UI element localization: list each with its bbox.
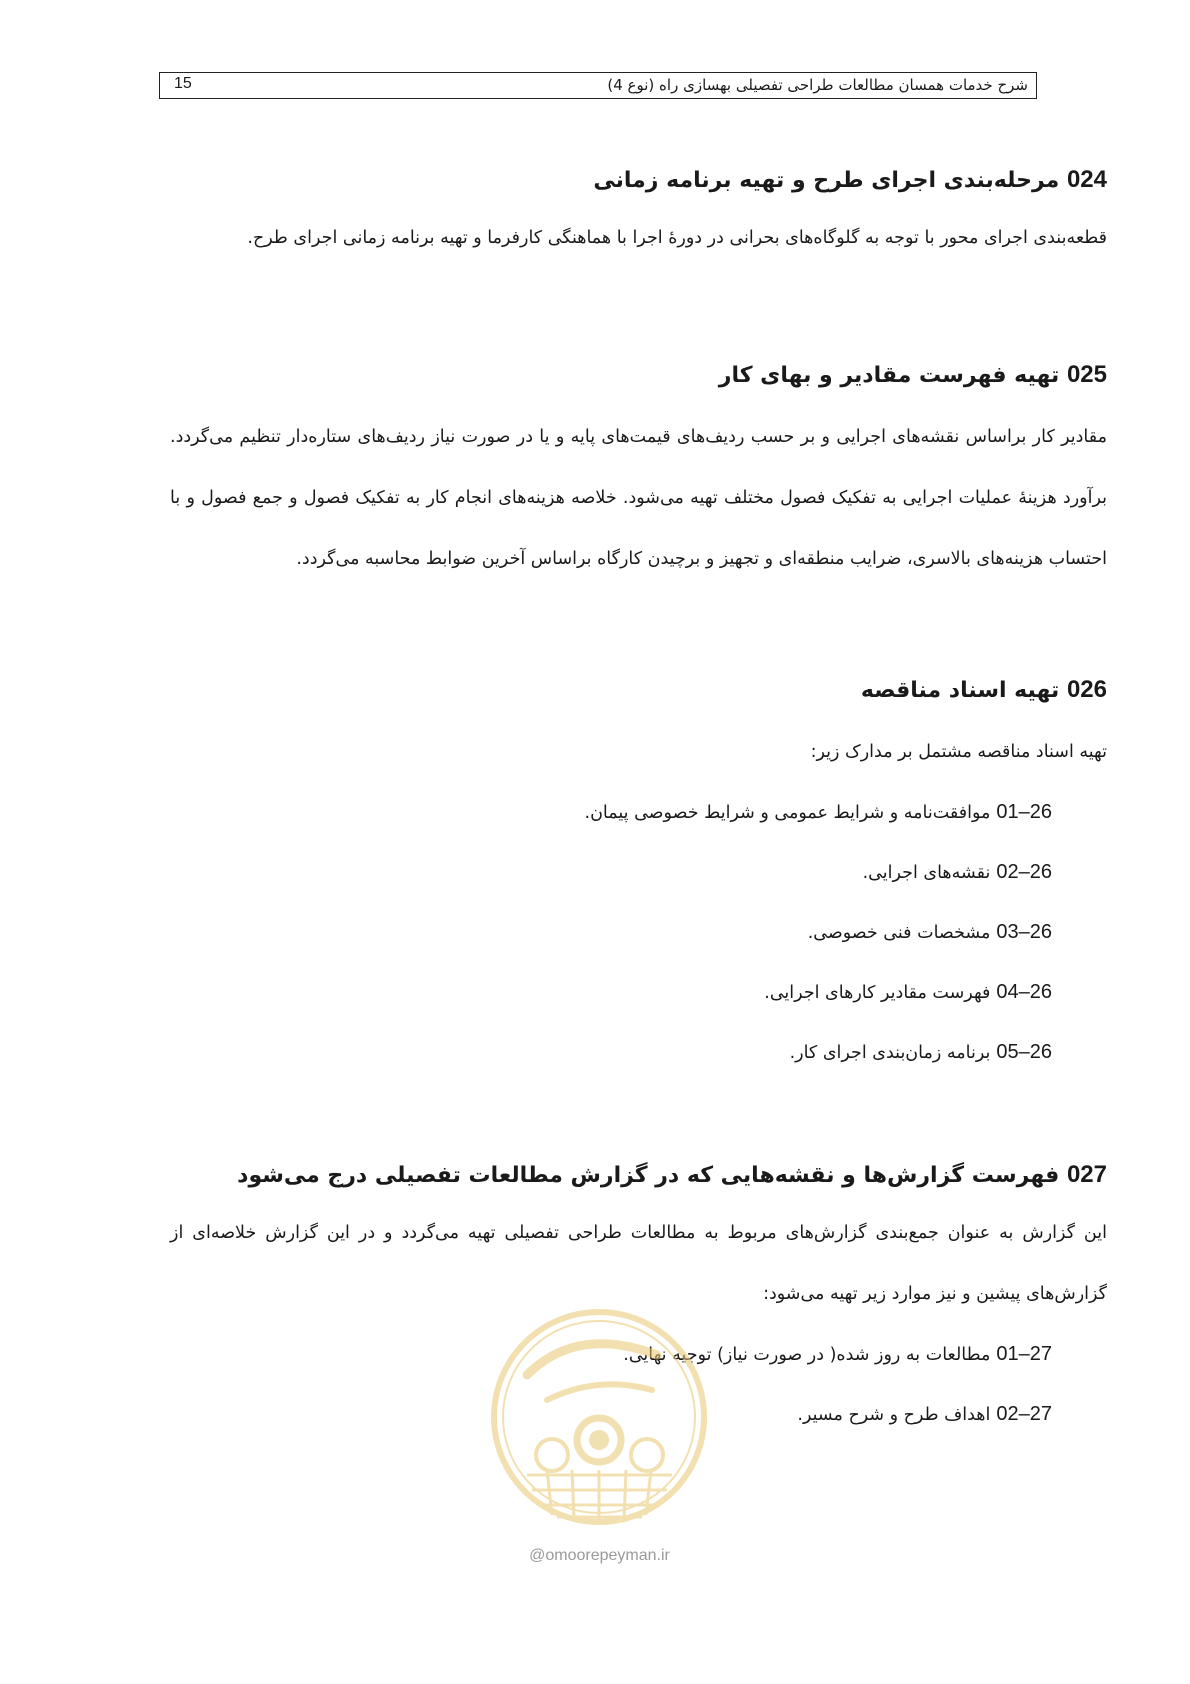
page-header xyxy=(159,72,1037,99)
section-number: 026 xyxy=(1066,676,1107,703)
section-heading xyxy=(170,1155,1107,1195)
section-027 xyxy=(170,1155,1107,1445)
tender-documents-list xyxy=(170,783,1107,1083)
section-title: تهیه فهرست مقادیر و بهای کار xyxy=(718,363,1060,388)
item-code: 26–01 xyxy=(996,801,1052,823)
item-code: 27–01 xyxy=(996,1343,1052,1365)
section-number: 025 xyxy=(1066,361,1107,388)
section-title: مرحله‌بندی اجرای طرح و تهیه برنامه زمانی xyxy=(593,168,1060,193)
watermark-text: @omoorepeyman.ir xyxy=(529,1547,670,1564)
item-code: 26–02 xyxy=(996,861,1052,883)
section-number: 027 xyxy=(1066,1161,1107,1188)
list-item xyxy=(170,783,1107,843)
item-text: فهرست مقادیر کارهای اجرایی. xyxy=(764,983,991,1003)
list-item xyxy=(170,1385,1107,1445)
item-text: برنامه زمان‌بندی اجرای کار. xyxy=(789,1043,991,1063)
item-text: نقشه‌های اجرایی. xyxy=(862,863,991,883)
section-title: فهرست گزارش‌ها و نقشه‌هایی که در گزارش مطالعات تفصیلی درج می‌شود xyxy=(237,1163,1060,1188)
section-heading xyxy=(170,355,1107,395)
item-text: مشخصات فنی خصوصی. xyxy=(807,923,991,943)
report-contents-list xyxy=(170,1325,1107,1445)
list-item xyxy=(170,843,1107,903)
section-paragraph: تهیه اسناد مناقصه مشتمل بر مدارک زیر: xyxy=(810,742,1107,762)
section-paragraph: این گزارش به عنوان جمع‌بندی گزارش‌های مربوط به مطالعات طراحی تفصیلی تهیه می‌گردد و در این گزارش خلاصه‌ای از گزارش‌های پیشین و نیز موارد زیر تهیه می‌شود: xyxy=(170,1223,1107,1304)
item-code: 26–03 xyxy=(996,921,1052,943)
section-title: تهیه اسناد مناقصه xyxy=(860,678,1060,703)
section-025 xyxy=(170,355,1107,590)
item-code: 27–02 xyxy=(996,1403,1052,1425)
section-024 xyxy=(170,160,1107,269)
item-text: اهداف طرح و شرح مسیر. xyxy=(797,1405,991,1425)
list-item xyxy=(170,963,1107,1023)
list-item xyxy=(170,903,1107,963)
header-title: شرح خدمات همسان مطالعات طراحی تفصیلی بهسازی راه (نوع 4) xyxy=(607,76,1028,94)
list-item xyxy=(170,1023,1107,1083)
item-code: 26–04 xyxy=(996,981,1052,1003)
section-026 xyxy=(170,670,1107,1083)
item-text: مطالعات به روز شده( در صورت نیاز) توجیه نهایی. xyxy=(623,1345,991,1365)
section-paragraph: مقادیر کار براساس نقشه‌های اجرایی و بر حسب ردیف‌های قیمت‌های پایه و یا در صورت نیاز ردیف‌های ستاره‌دار تنظیم می‌گردد. برآورد هزینهٔ عملیات اجرایی به تفکیک فصول مختلف تهیه می‌شود. خلاصه هزینه‌های انجام کار به تفکیک فصول و جمع فصول و با احتساب هزینه‌های بالاسری، ضرایب منطقه‌ای و تجهیز و برچیدن کارگاه براساس آخرین ضوابط محاسبه می‌گردد. xyxy=(170,427,1107,569)
item-code: 26–05 xyxy=(996,1041,1052,1063)
section-heading xyxy=(170,160,1107,200)
item-text: موافقت‌نامه و شرایط عمومی و شرایط خصوصی پیمان. xyxy=(584,803,991,823)
document-body xyxy=(170,160,1107,1445)
page-number: 15 xyxy=(174,75,192,92)
section-number: 024 xyxy=(1066,166,1107,193)
list-item xyxy=(170,1325,1107,1385)
section-heading xyxy=(170,670,1107,710)
section-paragraph: قطعه‌بندی اجرای محور با توجه به گلوگاه‌های بحرانی در دورهٔ اجرا با هماهنگی کارفرما و تهیه برنامه زمانی اجرای طرح. xyxy=(247,228,1107,248)
